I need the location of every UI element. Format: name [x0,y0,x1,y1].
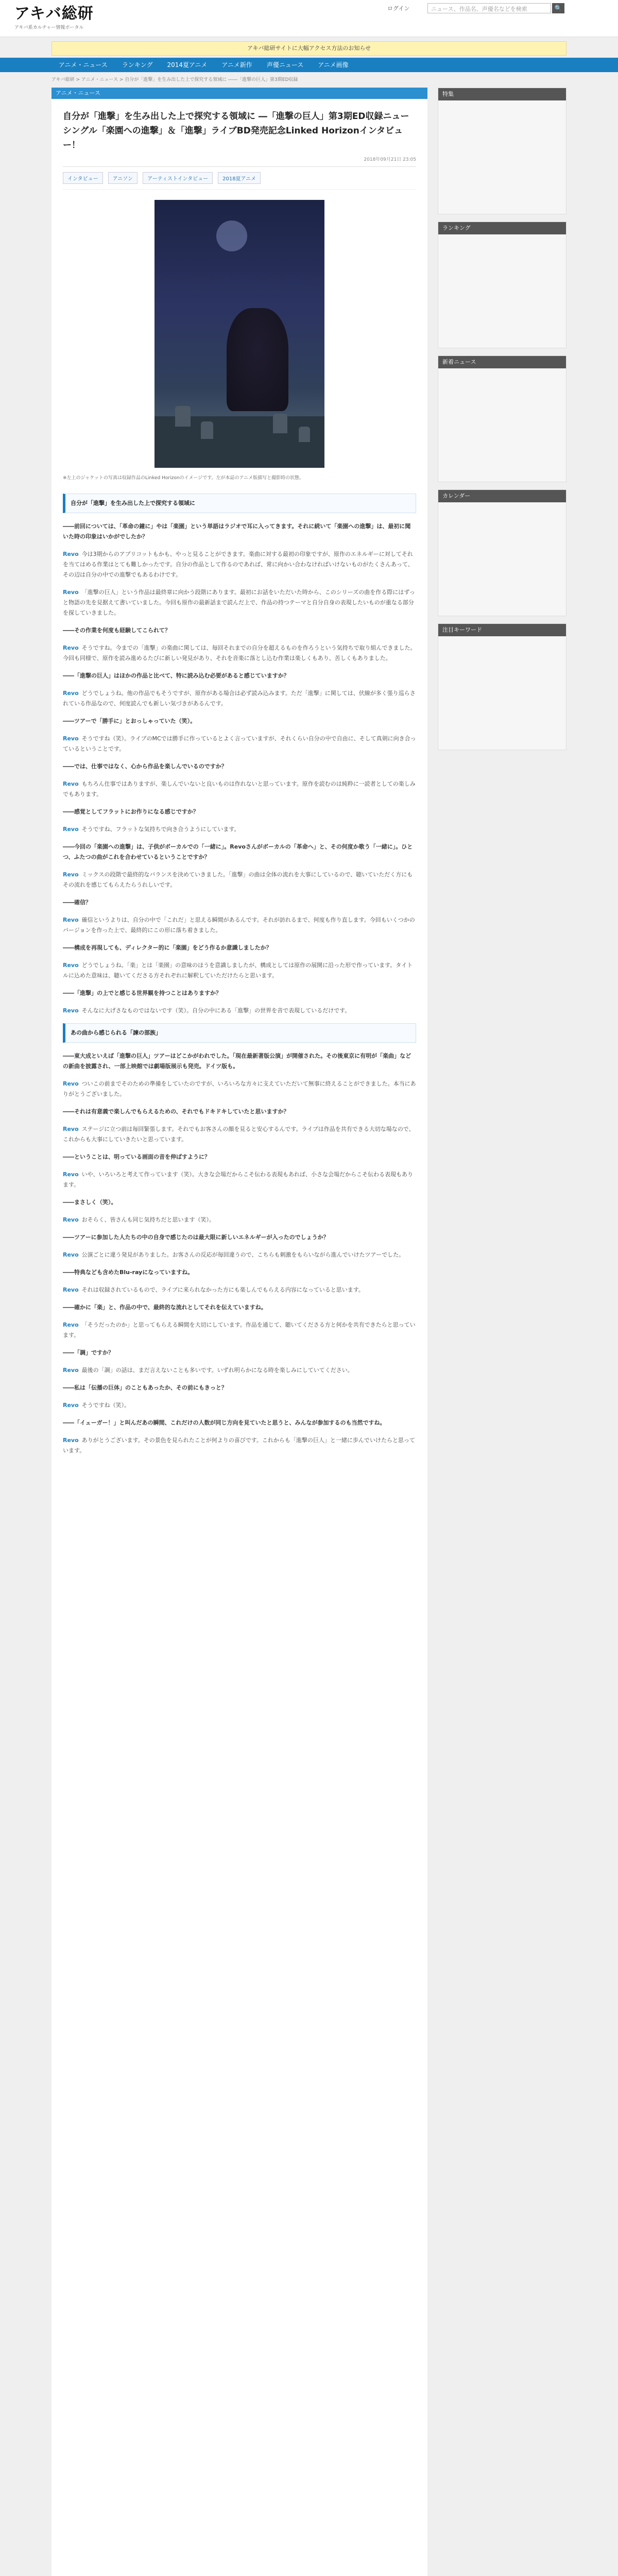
answer-text: ステージに立つ前は毎回緊張します。それでもお客さんの顔を見ると安心するんです。ライブは作品を共有できる大切な場なので、これからも大事にしていきたいと思っています。 [63,1126,415,1143]
interview-answer [63,688,416,709]
answer-text: そうですね。今までの「進撃」の楽曲に関しては、毎回それまでの自分を超えるものを作ろうという気持ちで取り組んできました。今回も同様で、原作を読み進めるたびに新しい発見があり、それを音楽に落とし込む作業は楽しくもあり、苦しくもありました。 [63,645,416,662]
sidebar-heading: カレンダー [438,490,566,502]
site-header [0,0,618,37]
nav-item[interactable]: アニメ・ニュース [59,61,108,69]
speaker-name: Revo [63,1402,79,1409]
interview-question: ――感覚としてフラットにお作りになる感じですか？ [63,808,199,815]
sidebar-heading: 新着ニュース [438,356,566,368]
logo-text[interactable]: アキバ総研 [14,5,94,23]
answer-text: 最後の「調」の話は、まだ言えないことも多いです。いずれ明らかになる時を楽しみにしていてください。 [81,1367,353,1374]
nav-item[interactable]: アニメ新作 [221,61,252,69]
speaker-name: Revo [63,690,79,697]
speaker-name: Revo [63,1171,79,1178]
search-input[interactable]: ニュース、作品名、声優名などを検索 [427,3,551,13]
answer-text: そうですね、フラットな気持ちで向き合うようにしています。 [81,826,240,833]
interview-answer [63,587,416,618]
sidebar [438,88,566,2576]
tag-link[interactable]: アーティストインタビュー [143,172,213,184]
interview-question: ――それは有意義で楽しんでもらえるための、それでもドキドキしていたと思いますか？ [63,1108,289,1115]
answer-text: 確信というよりは、自分の中で「これだ」と思える瞬間があるんです。それが訪れるまで、何度も作り直します。今回もいくつかのバージョンを作った上で、最終的にこの形に落ち着きました。 [63,917,415,934]
tag-link[interactable]: アニソン [108,172,138,184]
moon-shape [216,221,247,251]
notice-text[interactable]: アキバ総研サイトに大幅アクセス方法のお知らせ [52,41,566,56]
nav-item[interactable]: 2014夏アニメ [167,61,208,69]
answer-text: おそらく、皆さんも同じ気持ちだと思います（笑）。 [81,1216,215,1223]
answer-text: ミックスの段階で最終的なバランスを決めていきました。「進撃」の曲は全体の流れを大事にしているので、聴いていただく方にもその流れを感じてもらえたらうれしいです。 [63,871,413,888]
speaker-name: Revo [63,1286,79,1293]
interview-question: ――今回の「楽園への進撃」は、子供がボーカルでの「一緒に」。Revoさんがボーカルの「革命へ」と、その何度か歌う「一緒に」。ひとつ、ふたつの曲がこれを合わせているということですか？ [63,843,413,860]
article-title: 自分が「進撃」を生み出した上で探究する領域に ―「進撃の巨人」第3期ED収録ニューシングル「楽園への進撃」＆「進撃」ライブBD発売記念Linked Horizonインタビュー！ [63,111,409,150]
interview-question: ――私は「伝播の巨体」のこともあったか、その前にもきっと？ [63,1384,227,1391]
speaker-name: Revo [63,1007,79,1014]
answer-text: そんなに大げさなものではないです（笑）。自分の中にある「進撃」の世界を音で表現しているだけです。 [81,1007,351,1014]
interview-question: ――特典なども含めたBlu-rayになっていますね。 [63,1269,194,1276]
tag-link[interactable]: インタビュー [63,172,103,184]
interview-answer [63,960,416,981]
interview-question: ――ツアーに参加した人たちの中の自身で感じたのは最大限に新しいエネルギーが入ったのでしょうか？ [63,1234,329,1241]
gravestone [273,414,287,433]
answer-text: 公演ごとに違う発見がありました。お客さんの反応が毎回違うので、こちらも刺激をもらいながら進んでいけたツアーでした。 [81,1251,405,1258]
answer-text: ついこの前までそのための準備をしていたのですが、いろいろな方々に支えていただいて無事に終えることができました。本当にありがとうございました。 [63,1080,416,1097]
speaker-name: Revo [63,1437,79,1444]
site-logo[interactable] [14,5,128,28]
speaker-name: Revo [63,645,79,651]
tree-shape [227,308,288,411]
gravestone [175,406,191,427]
speaker-name: Revo [63,1251,79,1258]
interview-question: ――まさしく（笑）。 [63,1199,117,1206]
interview-answer [63,870,416,890]
sidebar-box [438,222,566,348]
sidebar-content [438,502,566,616]
section-heading: 自分が「進撃」を生み出した上で探究する領域に [63,494,416,513]
sidebar-content [438,636,566,750]
interview-answer [63,1285,416,1295]
interview-answer [63,734,416,754]
interview-answer [63,1124,416,1145]
article-body [63,494,416,1456]
article-date: 2018年09月21日 23:05 [63,156,416,167]
answer-text: どうでしょうね。「楽」とは「楽園」の意味のほうを意識しましたが、構成としては原作の展開に沿った形で作っています。タイトルに込めた意味は、聴いてくださる方それぞれに解釈していただけたらと思います。 [63,962,413,979]
sidebar-heading: 注目キーワード [438,624,566,636]
interview-question: ――「調」ですか？ [63,1349,114,1356]
tag-link[interactable]: 2018夏アニメ [218,172,261,184]
sidebar-content [438,234,566,348]
interview-question: ――ツアーで「勝手に」とおっしゃっていた（笑）。 [63,718,196,724]
sidebar-heading: 特集 [438,88,566,100]
interview-answer [63,915,416,936]
speaker-name: Revo [63,826,79,833]
interview-answer [63,1170,416,1190]
interview-answer [63,1320,416,1341]
answer-text: 「進撃の巨人」という作品は最終章に向かう段階にあります。最初にお話をいただいた時から、このシリーズの曲を作る際にはずっと物語の先を見据えて書いていました。今回も原作の最新話まで読んだ上で、作品の持つテーマと自分自身の表現したいものが重なる部分を探していきました。 [63,589,415,616]
answer-text: いや、いろいろと考えて作っています（笑）。大きな会場だからこそ伝わる表現もあれば、小さな会場だからこそ伝わる表現もあります。 [63,1171,413,1188]
logo-subtitle: アキバ系カルチャー情報ポータル [14,25,84,30]
speaker-name: Revo [63,551,79,557]
interview-question: ――その作業を何度も経験してこられて？ [63,627,170,634]
interview-question: ――構成を再現しても、ディレクター的に「楽園」をどう作るか意識しましたか？ [63,944,272,951]
nav-item[interactable]: アニメ画像 [318,61,349,69]
speaker-name: Revo [63,1367,79,1374]
interview-question: ――「進撃」の上でと感じる世界観を持つことはありますか？ [63,990,221,996]
sidebar-box [438,355,566,482]
sidebar-box [438,88,566,214]
sidebar-content [438,368,566,482]
speaker-name: Revo [63,589,79,596]
answer-text: どうでしょうね。他の作品でもそうですが、原作がある場合は必ず読み込みます。ただ「進撃」に関しては、伏線が多く張り巡らされている作品なので、何度読んでも新しい気づきがあるんです。 [63,690,416,707]
notice-bar [0,37,618,58]
interview-answer [63,1250,416,1260]
nav-item[interactable]: 声優ニュース [266,61,304,69]
sidebar-heading: ランキング [438,222,566,234]
hero-image [154,200,324,468]
interview-answer [63,1435,416,1456]
speaker-name: Revo [63,735,79,742]
interview-answer [63,1400,416,1411]
interview-answer [63,779,416,800]
interview-answer [63,1079,416,1099]
interview-question: ――前回については、「革命の鐘に」やは「楽園」という単語はラジオで耳に入ってきます。それに続いて「楽園への進撃」は、最初に聞いた時の印象はいかがでしたか？ [63,523,411,540]
tag-list [63,172,416,190]
interview-answer [63,1215,416,1225]
answer-text: もちろん仕事ではありますが、楽しんでいないと良いものは作れないと思っています。原作を読むのは純粋に一読者としての楽しみでもあります。 [63,781,416,798]
gravestone [201,421,213,439]
image-caption: ※左上のジャケットの写真は収録作品のLinked Horizonのイメージです。左が本誌のアニメ版描写と撮影時の状態。 [63,476,304,481]
speaker-name: Revo [63,1321,79,1328]
answer-text: ありがとうございます。その景色を見られたことが何よりの喜びです。これからも「進撃の巨人」と一緒に歩んでいけたらと思っています。 [63,1437,415,1454]
interview-answer [63,549,416,580]
answer-text: それは収録されているもので、ライブに来られなかった方にも楽しんでもらえる内容になっていると思います。 [81,1286,364,1293]
speaker-name: Revo [63,962,79,969]
sidebar-content [438,100,566,214]
global-nav [0,58,618,72]
login-link[interactable]: ログイン [387,5,410,12]
answer-text: 「そうだったのか」と思ってもらえる瞬間を大切にしています。作品を通じて、聴いてくださる方と何かを共有できたらと思っています。 [63,1321,416,1338]
sidebar-box [438,489,566,616]
interview-answer [63,824,416,835]
interview-question: ――では、仕事ではなく、心から作品を楽しんでいるのですか？ [63,763,227,770]
speaker-name: Revo [63,871,79,878]
speaker-name: Revo [63,781,79,787]
answer-text: そうですね（笑）。ライブのMCでは勝手に作っているとよく言っていますが、それくらい自分の中で自由に、そして真剣に向き合っているということです。 [63,735,416,752]
speaker-name: Revo [63,917,79,923]
search-button[interactable]: 🔍 [552,3,564,13]
interview-question: ――「イェーガー！」と叫んだあの瞬間、これだけの人数が同じ方向を見ていたと思うと、みんなが参加するのも当然ですね。 [63,1419,386,1426]
speaker-name: Revo [63,1126,79,1132]
interview-question: ――確かに「楽」と、作品の中で、最終的な流れとしてそれを伝えていますね。 [63,1304,267,1311]
interview-question: ――確信？ [63,899,91,906]
section-heading: あの曲から感じられる「諫の部族」 [63,1023,416,1043]
sidebar-box [438,623,566,750]
answer-text: そうですね（笑）。 [81,1402,130,1409]
speaker-name: Revo [63,1216,79,1223]
interview-answer [63,1365,416,1376]
gravestone [299,427,310,442]
interview-answer [63,1006,416,1016]
answer-text: 今は3期からのアプリコットもかも、やっと見ることができます。楽曲に対する最初の印象ですが、原作のエネルギーに対してそれを当てはめる作業はとても難しかったです。自分の作品として作るのであれば、常に向かい合わなければいけないものがたくさんあって、その辺は自分の中での進撃でもあるわけです。 [63,551,414,578]
speaker-name: Revo [63,1080,79,1087]
interview-question: ――「進撃の巨人」はほかの作品と比べて、特に読み込む必要があると感じていますか？ [63,672,289,679]
interview-answer [63,643,416,664]
category-label[interactable]: アニメ・ニュース [52,88,427,99]
breadcrumb: アキバ総研 > アニメ・ニュース > 自分が「進撃」を生み出した上で探究する領域に ――「進撃の巨人」第3期ED収録 [0,72,618,88]
nav-item[interactable]: ランキング [122,61,153,69]
interview-question: ――東大成といえば「進撃の巨人」ツアーはどこかがわれでした。「現在最新著版公演」が開催された。その後東京に有明が「楽曲」などの新曲を披露され、一部上映館では劇場版展示も発売。ドイツ版も。 [63,1053,411,1070]
main-column [52,88,427,2576]
article [52,99,427,1456]
interview-question: ――ということは、明っている画面の音を伸ばすように？ [63,1154,210,1160]
